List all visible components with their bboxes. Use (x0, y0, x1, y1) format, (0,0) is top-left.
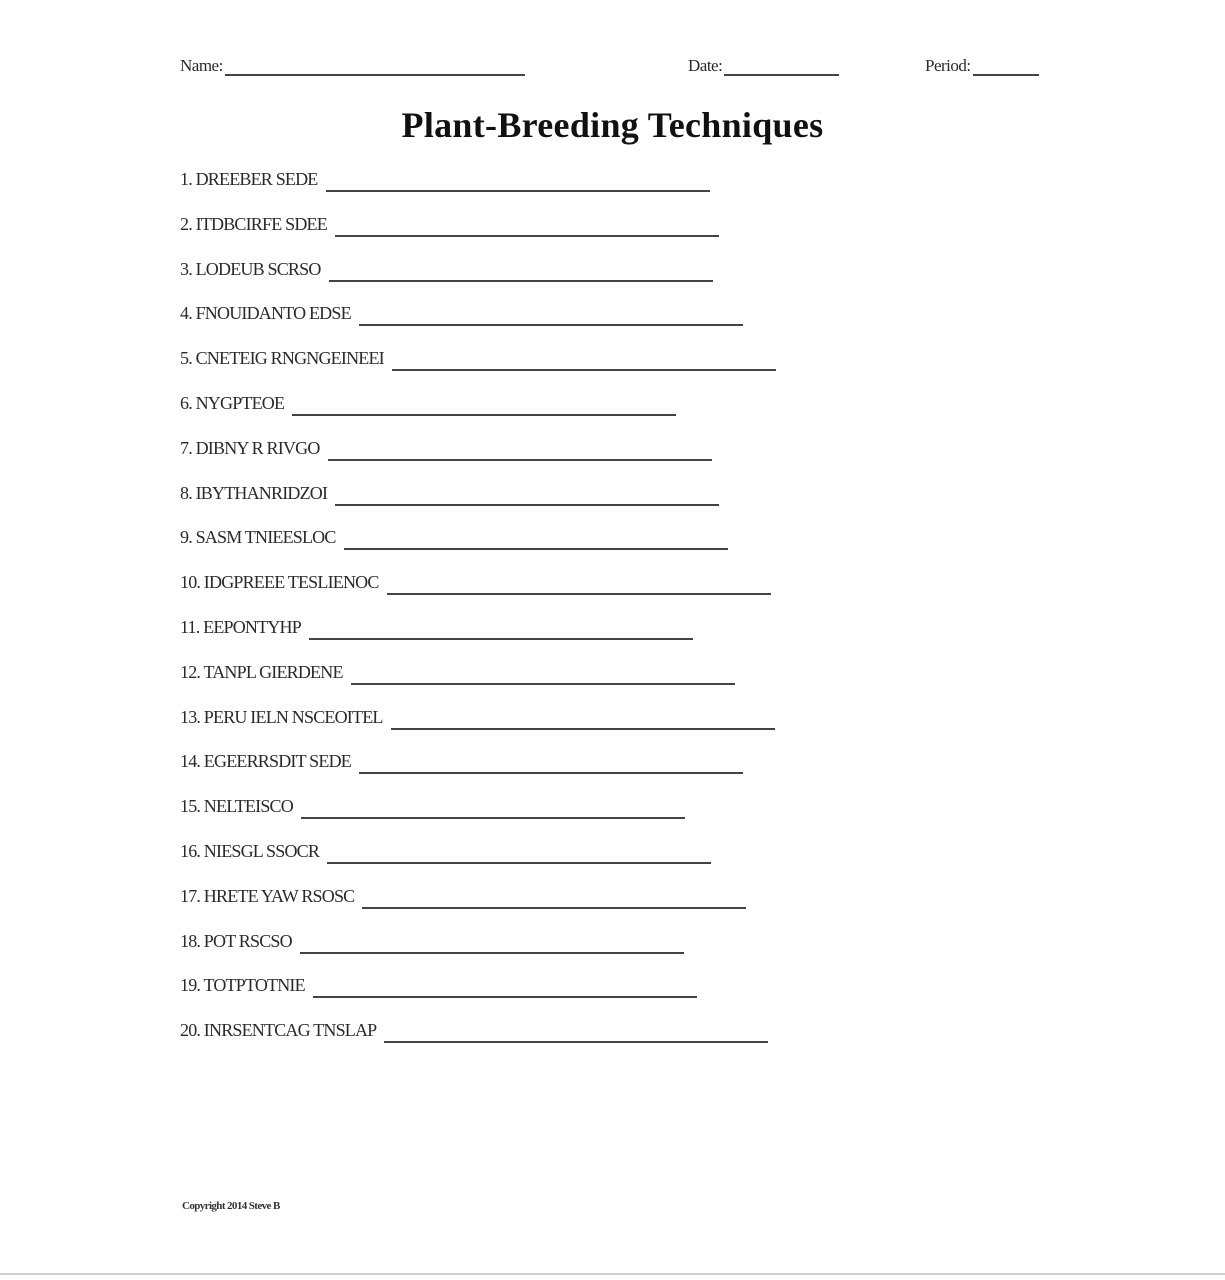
scrambled-word: 5. CNETEIG RNGNGEINEEI (180, 348, 384, 369)
answer-blank-line (335, 221, 719, 237)
scrambled-word: 17. HRETE YAW RSOSC (180, 885, 355, 906)
list-item (180, 192, 776, 237)
scrambled-word: 4. FNOUIDANTO EDSE (180, 303, 351, 324)
list-item (180, 819, 776, 864)
answer-blank-line (335, 490, 719, 506)
answer-blank-line (387, 579, 771, 595)
answer-blank-line (301, 803, 685, 819)
scrambled-word: 6. NYGPTEOE (180, 392, 285, 413)
list-item (180, 909, 776, 954)
scrambled-word: 15. NELTEISCO (180, 796, 293, 817)
list-item (180, 595, 776, 640)
list-item (180, 954, 776, 999)
answer-blank-line (362, 893, 746, 909)
list-item (180, 506, 776, 551)
scrambled-word: 18. POT RSCSO (180, 930, 292, 951)
answer-blank-line (329, 266, 713, 282)
answer-blank-line (392, 355, 776, 371)
list-item (180, 237, 776, 282)
scrambled-word: 16. NIESGL SSOCR (180, 840, 320, 861)
answer-blank-line (359, 310, 743, 326)
list-item (180, 864, 776, 909)
list-item (180, 774, 776, 819)
answer-blank-line (309, 624, 693, 640)
list-item (180, 416, 776, 461)
scrambled-word: 3. LODEUB SCRSO (180, 258, 321, 279)
scrambled-word: 12. TANPL GIERDENE (180, 661, 343, 682)
date-blank-line (724, 56, 839, 76)
period-label: Period: (925, 56, 971, 75)
list-item (180, 685, 776, 730)
scrambled-word: 7. DIBNY R RIVGO (180, 437, 320, 458)
scrambled-word: 10. IDGPREEE TESLIENOC (180, 572, 379, 593)
scrambled-word: 11. EEPONTYHP (180, 616, 301, 637)
scrambled-word: 8. IBYTHANRIDZOI (180, 482, 328, 503)
answer-blank-line (300, 938, 684, 954)
list-item (180, 640, 776, 685)
answer-blank-line (391, 714, 775, 730)
copyright-notice: Copyright 2014 Steve B (182, 1200, 280, 1212)
answer-blank-line (292, 400, 676, 416)
list-item (180, 166, 776, 192)
list-item (180, 326, 776, 371)
answer-blank-line (328, 445, 712, 461)
date-field (688, 56, 839, 76)
name-field (180, 56, 525, 76)
period-blank-line (973, 56, 1039, 76)
answer-blank-line (344, 534, 728, 550)
answer-blank-line (327, 848, 711, 864)
list-item (180, 282, 776, 327)
scrambled-word: 1. DREEBER SEDE (180, 169, 318, 189)
scrambled-word: 19. TOTPTOTNIE (180, 975, 305, 996)
name-label: Name: (180, 56, 223, 75)
scrambled-word: 20. INRSENTCAG TNSLAP (180, 1020, 377, 1041)
period-field (925, 56, 1039, 76)
answer-blank-line (359, 758, 743, 774)
page-title: Plant-Breeding Techniques (401, 105, 824, 145)
list-item (180, 998, 776, 1043)
list-item (180, 461, 776, 506)
name-blank-line (225, 56, 525, 76)
list-item (180, 371, 776, 416)
bottom-divider (0, 1273, 1225, 1275)
scramble-list (180, 166, 776, 1043)
answer-blank-line (326, 176, 710, 192)
date-label: Date: (688, 56, 723, 75)
scrambled-word: 2. ITDBCIRFE SDEE (180, 213, 327, 234)
scrambled-word: 9. SASM TNIEESLOC (180, 527, 336, 548)
scrambled-word: 13. PERU IELN NSCEOITEL (180, 706, 383, 727)
scrambled-word: 14. EGEERRSDIT SEDE (180, 751, 351, 772)
answer-blank-line (351, 669, 735, 685)
list-item (180, 730, 776, 775)
list-item (180, 550, 776, 595)
answer-blank-line (384, 1027, 768, 1043)
answer-blank-line (313, 982, 697, 998)
